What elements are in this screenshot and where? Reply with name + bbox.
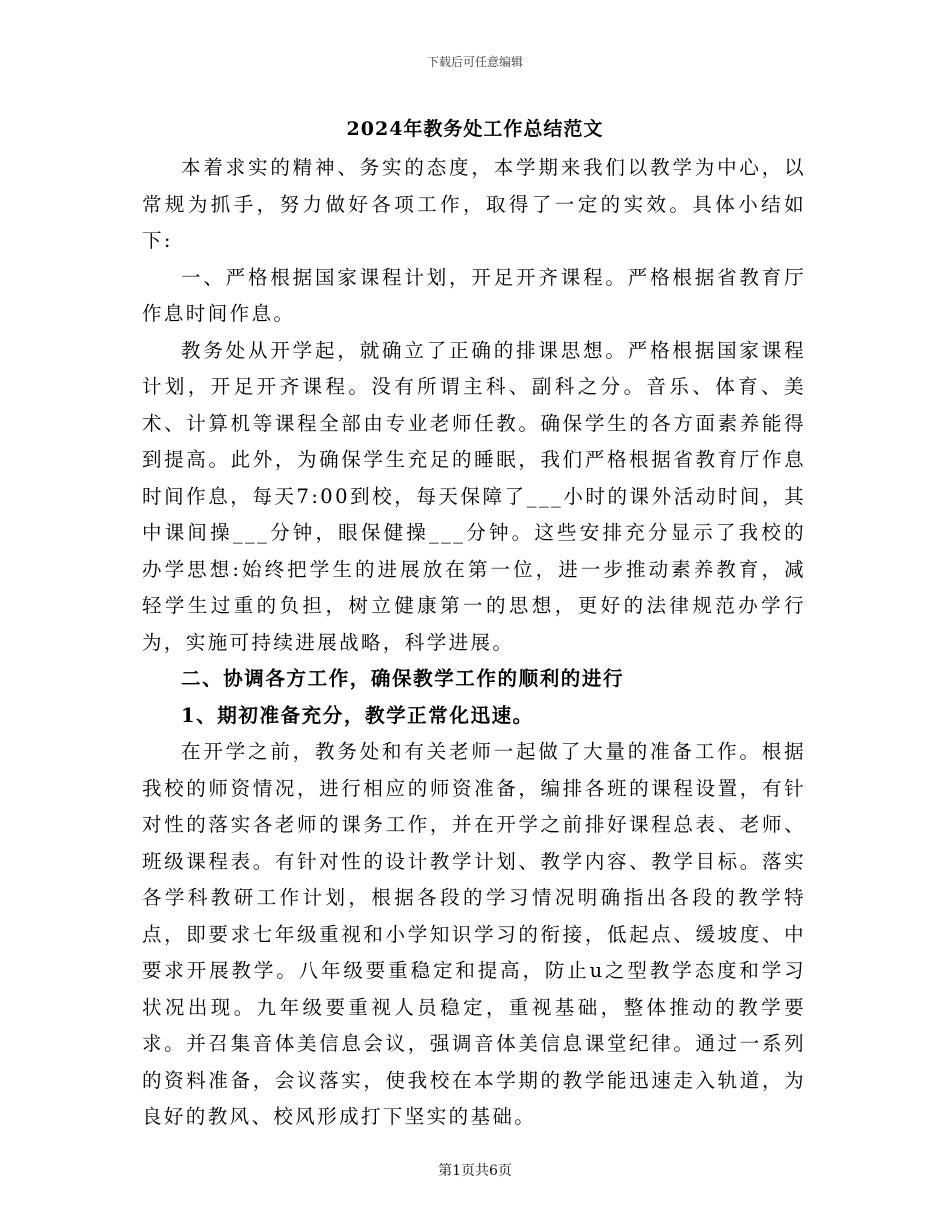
- paragraph-section-one: 一、严格根据国家课程计划，开足开齐课程。严格根据省教育厅作息时间作息。: [142, 265, 806, 325]
- paragraph-schedule: 教务处从开学起，就确立了正确的排课思想。严格根据国家课程计划，开足开齐课程。没有所谓主科、副科之分。音乐、体育、美术、计算机等课程全部由专业老师任教。确保学生的各方面素养能得到提高。此外，为确保学生充足的睡眠，我们严格根据省教育厅作息时间作息，每天7:00到校，每天保障了___小时的课外活动时间，其中课间操___分钟，眼保健操___分钟。这些安排充分显示了我校的办学思想:始终把学生的进展放在第一位，进一步推动素养教育，减轻学生过重的负担，树立健康第一的思想，更好的法律规范办学行为，实施可持续进展战略，科学进展。: [142, 338, 806, 654]
- heading-section-two: 二、协调各方工作，确保教学工作的顺利的进行: [181, 667, 625, 690]
- header-note: 下载后可任意编辑: [426, 55, 523, 69]
- paragraph-intro: 本着求实的精神、务实的态度，本学期来我们以教学为中心，以常规为抓手，努力做好各项工作，取得了一定的实效。具体小结如下:: [142, 156, 806, 252]
- document-body: [142, 150, 806, 1136]
- heading-subsection-one: 1、期初准备充分，教学正常化迅速。: [181, 703, 534, 727]
- document-title: 2024年教务处工作总结范文: [346, 118, 604, 140]
- paragraph-preparation: 在开学之前，教务处和有关老师一起做了大量的准备工作。根据我校的师资情况，进行相应的师资准备，编排各班的课程设置，有针对性的落实各老师的课务工作，并在开学之前排好课程总表、老师、班级课程表。有针对性的设计教学计划、教学内容、教学目标。落实各学科教研工作计划，根据各段的学习情况明确指出各段的教学特点，即要求七年级重视和小学知识学习的衔接，低起点、缓坡度、中要求开展教学。八年级要重稳定和提高，防止u之型教学态度和学习状况出现。九年级要重视人员稳定，重视基础，整体推动的教学要求。并召集音体美信息会议，强调音体美信息课堂纪律。通过一系列的资料准备，会议落实，使我校在本学期的教学能迅速走入轨道，为良好的教风、校风形成打下坚实的基础。: [142, 740, 806, 1128]
- page-number: 第1页共6页: [438, 1163, 512, 1179]
